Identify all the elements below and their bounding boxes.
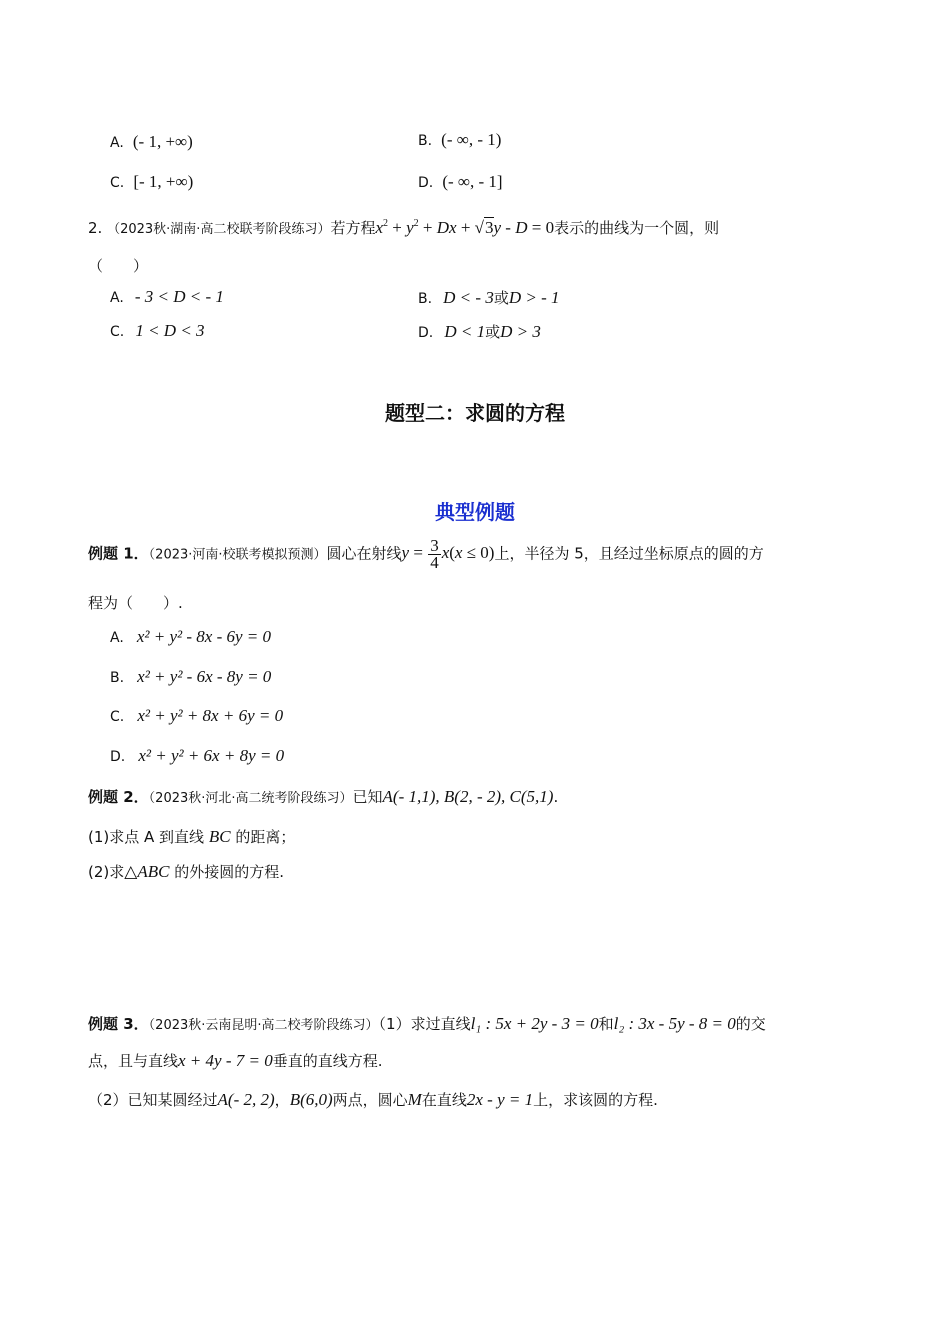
question-source: （2023秋·湖南·高二校联考阶段练习） — [107, 222, 331, 237]
line2-math: x + 4y - 7 = 0 — [178, 1051, 273, 1070]
part-math: BC — [208, 827, 231, 846]
subsection-title: 典型例题 — [435, 500, 515, 524]
center-line: 2x - y = 1 — [466, 1090, 534, 1109]
q2-option-a — [110, 287, 224, 307]
part-text: (2)求 — [88, 863, 125, 881]
option-label: C. — [110, 324, 125, 340]
option-label: D. — [110, 749, 126, 765]
q2-paren: （ ） — [88, 257, 149, 275]
option-value: x² + y² + 8x + 6y = 0 — [137, 706, 284, 725]
ex2-part1 — [88, 826, 295, 847]
option-label: C. — [110, 175, 125, 191]
option-value: (- ∞, - 1] — [442, 172, 503, 191]
q2-option-d — [418, 321, 541, 342]
ex1-stem — [88, 538, 764, 571]
example-source: （2023秋·河北·高二统考阶段练习） — [148, 791, 353, 806]
option-label: B. — [110, 670, 125, 686]
center-m: M — [407, 1090, 422, 1109]
ex2-part2 — [88, 861, 284, 882]
ex1-option-c — [110, 706, 283, 726]
option-connector: 或 — [485, 323, 501, 341]
example-source: （2023·河南·校联考模拟预测） — [148, 547, 327, 563]
question-number: 2. — [88, 219, 103, 237]
ex2-stem — [88, 786, 558, 807]
line2-text-post: 垂直的直线方程. — [272, 1052, 383, 1070]
q2-option-c — [110, 321, 205, 341]
option-value: x² + y² - 6x - 8y = 0 — [137, 667, 272, 686]
ex3-line2 — [88, 1050, 383, 1071]
ex1-option-b — [110, 667, 271, 687]
example-text: 已知 — [352, 788, 383, 806]
comma: ， — [274, 1091, 290, 1109]
and-text: 和 — [598, 1015, 614, 1033]
option-value-2: D > 3 — [500, 322, 541, 341]
option-value: 1 < D < 3 — [135, 321, 205, 340]
section-title: 题型二：求圆的方程 — [385, 401, 565, 425]
option-label: B. — [418, 291, 433, 307]
part2-text-end: 上，求该圆的方程. — [533, 1091, 658, 1109]
q1-option-c — [110, 172, 193, 192]
part-math: △ABC — [124, 862, 170, 881]
option-value: x² + y² - 8x - 6y = 0 — [136, 627, 272, 646]
ex1-option-a — [110, 627, 271, 647]
point-b: B(6,0) — [289, 1090, 333, 1109]
example-label: 例题 3． — [88, 1015, 149, 1033]
option-value: [- 1, +∞) — [133, 172, 194, 191]
circle-equation: $x^2 + y^2 + Dx + √3y - D = 0$ — [375, 218, 555, 237]
option-label: A. — [110, 630, 124, 646]
q2-stem — [88, 217, 719, 238]
ex1-line2: 程为（ ）. — [88, 594, 183, 612]
example-text-end: 的交 — [735, 1015, 766, 1033]
line-l1: l₁ : 5x + 2y - 3 = 0 — [470, 1014, 599, 1033]
part2-text-mid: 两点，圆心 — [332, 1091, 408, 1109]
q1-option-a — [110, 132, 193, 152]
line2-text: 点，且与直线 — [88, 1052, 179, 1070]
example-label: 例题 1． — [88, 544, 149, 563]
example-source: （2023秋·云南昆明·高二校考阶段练习） — [148, 1018, 379, 1033]
option-label: D. — [418, 175, 434, 191]
option-label: A. — [110, 290, 124, 306]
example-text: （1）求过直线 — [378, 1015, 471, 1033]
ex3-stem — [88, 1013, 766, 1034]
option-value: x² + y² + 6x + 8y = 0 — [138, 746, 285, 765]
option-value: (- ∞, - 1) — [441, 130, 502, 149]
question-text-post: 表示的曲线为一个圆，则 — [554, 219, 720, 237]
option-label: B. — [418, 133, 433, 149]
part2-text: （2）已知某圆经过 — [88, 1091, 218, 1109]
option-connector: 或 — [493, 289, 509, 307]
part-text-post: 的外接圆的方程. — [174, 863, 284, 881]
ex1-option-d — [110, 746, 284, 766]
example-label: 例题 2． — [88, 788, 149, 806]
example-text-post: 上，半径为 5，且经过坐标原点的圆的方 — [494, 544, 764, 563]
example-text: 圆心在射线 — [326, 544, 402, 563]
q1-option-d — [418, 172, 503, 192]
q2-option-b — [418, 287, 560, 308]
ex3-part2 — [88, 1089, 658, 1110]
option-label: C. — [110, 709, 125, 725]
part2-text-mid2: 在直线 — [421, 1091, 467, 1109]
q1-option-b — [418, 130, 501, 150]
ray-equation: y = $\frac{3}{4}$ x(x ≤ 0) — [401, 536, 495, 572]
option-label: A. — [110, 135, 124, 151]
option-value: (- 1, +∞) — [132, 132, 193, 151]
question-text: 若方程 — [330, 219, 376, 237]
option-value: D < 1 — [444, 322, 486, 341]
points: A(- 1,1), B(2, - 2), C(5,1) — [382, 787, 554, 806]
option-label: D. — [418, 325, 434, 341]
line-l2: l₂ : 3x - 5y - 8 = 0 — [613, 1014, 736, 1033]
option-value-2: D > - 1 — [508, 288, 560, 307]
point-a: A(- 2, 2) — [217, 1090, 275, 1109]
part-text-post: 的距离； — [235, 828, 296, 846]
option-value: - 3 < D < - 1 — [134, 287, 224, 306]
part-text: (1)求点 A 到直线 — [88, 828, 205, 846]
option-value: D < - 3 — [443, 288, 494, 307]
example-end: . — [553, 788, 559, 806]
